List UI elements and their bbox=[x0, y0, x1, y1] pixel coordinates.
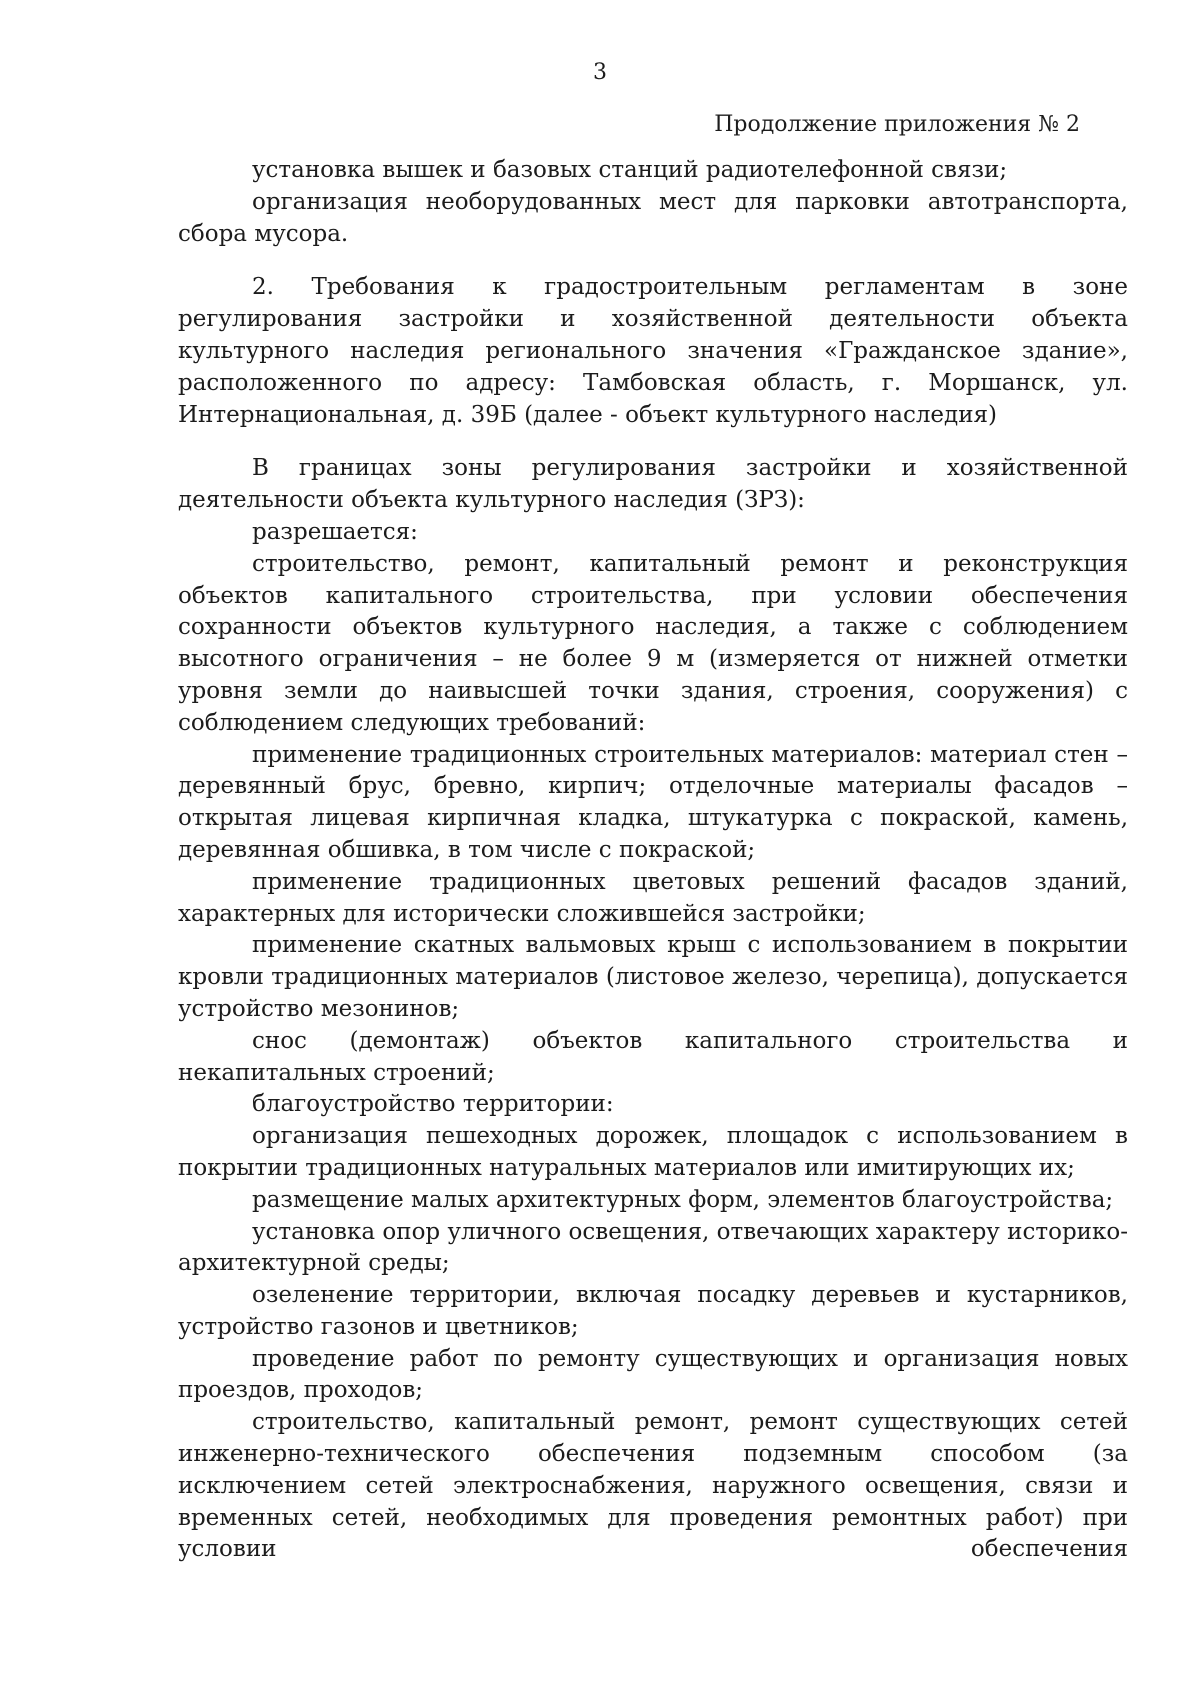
paragraph-item: строительство, капитальный ремонт, ремонт существующих сетей инженерно-технического обеспечения подземным способом (за исключением сетей электроснабжения, наружного освещения, связи и временных сетей, необходимых для проведения ремонтных работ) при условии обеспечения bbox=[178, 1409, 1128, 1563]
paragraph-item: применение скатных вальмовых крыш с использованием в покрытии кровли традиционных материалов (листовое железо, черепица), допускается устройство мезонинов; bbox=[178, 932, 1128, 1022]
paragraph-item: применение традиционных цветовых решений фасадов зданий, характерных для исторически сложившейся застройки; bbox=[178, 868, 1128, 927]
zone-intro-paragraph: В границах зоны регулирования застройки и хозяйственной деятельности объекта культурного наследия (ЗРЗ): bbox=[178, 455, 1128, 514]
paragraph-item: установка вышек и базовых станций радиотелефонной связи; bbox=[252, 157, 1008, 183]
paragraph-item: организация пешеходных дорожек, площадок с использованием в покрытии традиционных натуральных материалов или имитирующих их; bbox=[178, 1123, 1128, 1181]
paragraph-spacer bbox=[178, 431, 1128, 453]
page-number: 3 bbox=[593, 60, 607, 85]
paragraph-item: организация необорудованных мест для парковки автотранспорта, сбора мусора. bbox=[178, 188, 1128, 247]
paragraph-spacer bbox=[178, 250, 1128, 272]
appendix-continuation-note: Продолжение приложения № 2 bbox=[714, 112, 1080, 137]
paragraph-item: применение традиционных строительных материалов: материал стен – деревянный брус, бревно, кирпич; отделочные материалы фасадов – открытая лицевая кирпичная кладка, штукатурка с покраской, камень, деревянная обшивка, в том числе с покраской; bbox=[178, 741, 1128, 863]
section-heading-paragraph: 2. Требования к градостроительным регламентам в зоне регулирования застройки и хозяйственной деятельности объекта культурного наследия регионального значения «Гражданское здание», расположенного по адресу: Тамбовская область, г. Моршанск, ул. Интернациональная, д. 39Б (далее - объект культурного наследия) bbox=[178, 274, 1128, 428]
document-body bbox=[178, 155, 1128, 1566]
paragraph-item: размещение малых архитектурных форм, элементов благоустройства; bbox=[252, 1186, 1114, 1213]
paragraph-item: озеленение территории, включая посадку деревьев и кустарников, устройство газонов и цветников; bbox=[178, 1282, 1128, 1340]
paragraph-item: снос (демонтаж) объектов капитального строительства и некапитальных строений; bbox=[178, 1027, 1128, 1086]
paragraph-item: установка опор уличного освещения, отвечающих характеру историко-архитектурной среды; bbox=[178, 1218, 1128, 1277]
paragraph-item: строительство, ремонт, капитальный ремонт и реконструкция объектов капитального строительства, при условии обеспечения сохранности объектов культурного наследия, а также с соблюдением высотного ограничения – не более 9 м (измеряется от нижней отметки уровня земли до наивысшей точки здания, строения, сооружения) с соблюдением следующих требований: bbox=[178, 550, 1128, 736]
paragraph-item: разрешается: bbox=[252, 518, 418, 545]
paragraph-item: проведение работ по ремонту существующих и организация новых проездов, проходов; bbox=[178, 1345, 1128, 1404]
paragraph-item: благоустройство территории: bbox=[252, 1091, 614, 1118]
